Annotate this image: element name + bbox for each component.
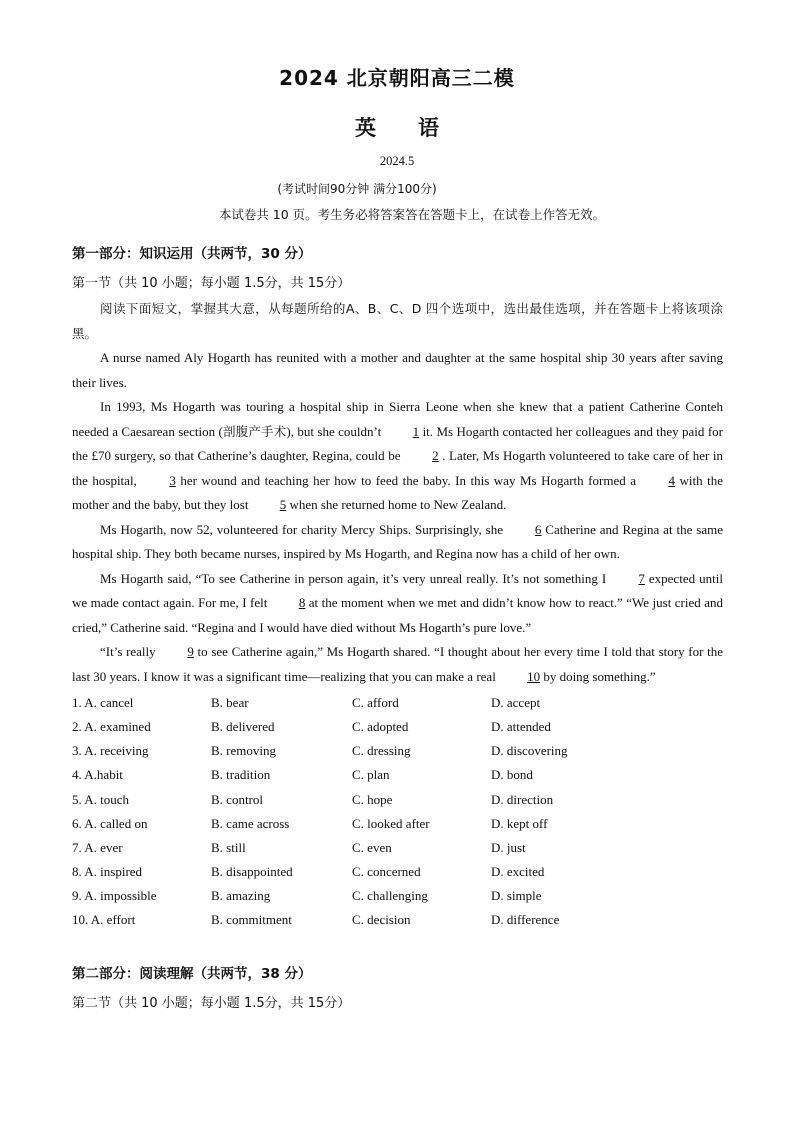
option-d: D. simple [491, 888, 542, 904]
question-10-options [72, 908, 723, 932]
question-3-options [72, 739, 723, 763]
option-b: B. still [211, 839, 246, 855]
question-4-options [72, 763, 723, 787]
option-a: 9. A. impossible [72, 888, 157, 904]
option-a: 10. A. effort [72, 912, 136, 928]
question-8-options [72, 860, 723, 884]
option-a: 8. A. inspired [72, 863, 143, 879]
option-c: C. plan [352, 767, 390, 783]
passage-paragraph-4: Ms Hogarth said, “To see Catherine in person again, it’s very unreal really. It’s not something I 7 expected until we made contact again. For me, I felt 8 at the moment when we met and didn’t know how to react.” “We just cried and cried,” Catherine said. “Regina and I would have died without Ms Hogarth’s pure love.” [72, 567, 723, 641]
option-c: C. concerned [352, 863, 421, 879]
option-d: D. attended [491, 719, 551, 735]
option-b: B. bear [211, 695, 249, 710]
option-a: 6. A. called on [72, 815, 148, 831]
exam-time-info: (考试时间90分钟 满分100分) [277, 182, 437, 196]
option-d: D. excited [491, 863, 545, 879]
exam-title: 2024 北京朝阳高三二模 [279, 66, 515, 90]
option-b: B. removing [211, 743, 276, 759]
option-d: D. difference [491, 912, 560, 928]
passage-paragraph-2: In 1993, Ms Hogarth was touring a hospital ship in Sierra Leone when she knew that a patient Catherine Conteh needed a Caesarean section (剖腹产手术), but she couldn’t 1 it. Ms Hogarth contacted her colleagues and they paid for the £70 surgery, so that Catherine’s daughter, Regina, could be 2 . Later, Ms Hogarth volunteered to take care of her in the hospital, 3 her wound and teaching her how to feed the baby. In this way Ms Hogarth formed a 4 with the mother and the baby, but they lost 5 when she returned home to New Zealand. [72, 395, 723, 518]
option-c: C. afford [352, 695, 399, 710]
blank-7: 7 [638, 570, 645, 586]
blank-2: 2 [432, 448, 439, 463]
instructions: 阅读下面短文，掌握其大意，从每题所给的A、B、C、D 四个选项中，选出最佳选项，并在答题卡上将该项涂黑。 [72, 301, 723, 341]
option-b: B. amazing [211, 888, 271, 904]
option-c: C. adopted [352, 719, 409, 735]
part2-heading: 第二部分：阅读理解（共两节，38 分） [72, 966, 312, 982]
blank-1: 1 [412, 423, 420, 439]
option-d: D. accept [491, 695, 541, 710]
question-6-options [72, 812, 723, 836]
exam-notice: 本试卷共 10 页。考生务必将答案答在答题卡上，在试卷上作答无效。 [218, 207, 606, 222]
blank-9: 9 [187, 644, 194, 659]
option-c: C. hope [352, 791, 393, 807]
option-a: 2. A. examined [72, 719, 151, 735]
blank-3: 3 [169, 472, 176, 488]
option-a: 4. A.habit [72, 767, 123, 783]
blank-5: 5 [279, 497, 287, 512]
option-d: D. just [491, 839, 526, 855]
passage-paragraph-5: “It’s really 9 to see Catherine again,” Ms Hogarth shared. “I thought about her every time I told that story for the last 30 years. I know it was a significant time—realizing that you can make a real 10 by doing something.” [72, 640, 723, 689]
option-a: 5. A. touch [72, 791, 130, 807]
blank-6: 6 [534, 521, 542, 537]
option-b: B. came across [211, 815, 290, 831]
option-d: D. discovering [491, 743, 568, 759]
option-a: 3. A. receiving [72, 743, 149, 759]
option-c: C. dressing [352, 743, 411, 759]
question-1-options [72, 691, 723, 715]
blank-10: 10 [527, 668, 541, 684]
option-b: B. disappointed [211, 863, 293, 879]
passage-paragraph-3: Ms Hogarth, now 52, volunteered for charity Mercy Ships. Surprisingly, she 6 Catherine and Regina at the same hospital ship. They both became nurses, inspired by Ms Hogarth, and Regina now has a child of her own. [72, 518, 723, 567]
option-b: B. commitment [211, 912, 292, 928]
section1-heading: 第一节（共 10 小题；每小题 1.5分，共 15分） [72, 276, 351, 291]
option-c: C. decision [352, 912, 411, 928]
passage-paragraph-1: A nurse named Aly Hogarth has reunited with a mother and daughter at the same hospital ship 30 years after saving their lives. [72, 350, 723, 390]
option-b: B. control [211, 791, 263, 807]
subject-title: 英 语 [355, 116, 439, 140]
option-d: D. bond [491, 767, 533, 783]
answer-options [72, 691, 723, 932]
option-c: C. looked after [352, 815, 430, 831]
question-2-options [72, 715, 723, 739]
option-d: D. direction [491, 791, 554, 807]
option-c: C. even [352, 839, 392, 855]
section2-heading: 第二节（共 10 小题；每小题 1.5分，共 15分） [72, 996, 351, 1011]
exam-date: 2024.5 [379, 154, 415, 168]
part1-heading: 第一部分：知识运用（共两节，30 分） [72, 246, 312, 262]
question-5-options [72, 788, 723, 812]
passage [72, 297, 723, 689]
option-d: D. kept off [491, 815, 548, 831]
option-b: B. tradition [211, 767, 271, 783]
option-a: 7. A. ever [72, 839, 123, 855]
option-b: B. delivered [211, 719, 275, 735]
blank-4: 4 [668, 472, 675, 488]
question-9-options [72, 884, 723, 908]
blank-8: 8 [298, 595, 306, 610]
option-c: C. challenging [352, 888, 428, 904]
question-7-options [72, 836, 723, 860]
option-a: 1. A. cancel [72, 695, 134, 710]
